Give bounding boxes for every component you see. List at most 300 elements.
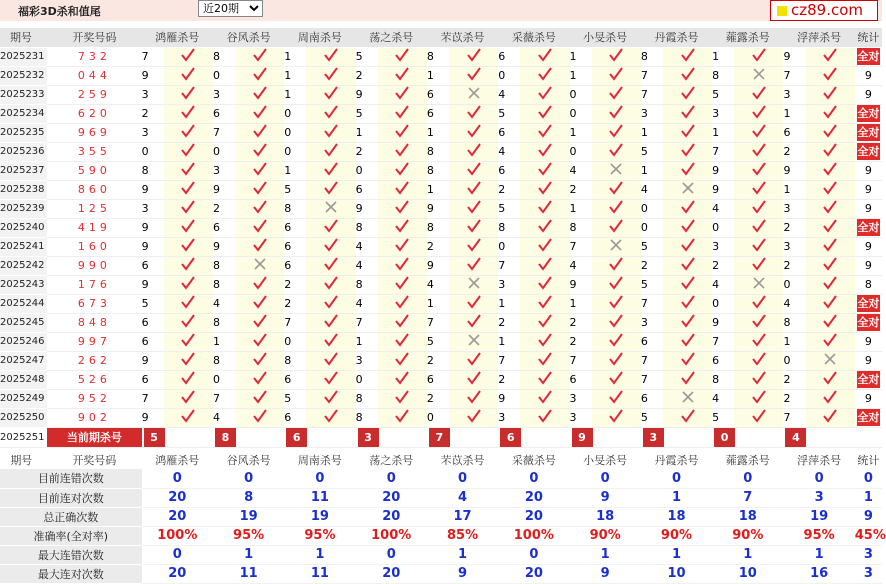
check-icon xyxy=(449,389,498,408)
cross-icon xyxy=(592,237,641,256)
period-cell: 2025244 xyxy=(0,294,47,313)
kill-digit-cell: 6 xyxy=(427,104,449,123)
check-icon xyxy=(449,237,498,256)
period-cell: 2025245 xyxy=(0,313,47,332)
all-correct-badge: 全对 xyxy=(857,50,880,63)
kill-digit-cell: 0 xyxy=(213,370,235,389)
check-icon xyxy=(663,85,712,104)
current-kill-cell xyxy=(142,427,213,447)
col-expert-1: 鸿雁杀号 xyxy=(142,28,213,47)
check-icon xyxy=(378,408,427,427)
stat-count: 9 xyxy=(864,259,872,272)
winning-number-cell: 262 xyxy=(47,351,141,370)
check-icon xyxy=(378,199,427,218)
check-icon xyxy=(806,275,855,294)
period-cell: 2025234 xyxy=(0,104,47,123)
table-row xyxy=(0,275,882,294)
kill-digit-cell: 3 xyxy=(641,313,663,332)
check-icon xyxy=(306,332,355,351)
check-icon xyxy=(164,218,213,237)
check-icon xyxy=(235,313,284,332)
stats-header-cell xyxy=(0,450,142,469)
winning-number-cell: 355 xyxy=(47,142,141,161)
kill-digit-cell: 4 xyxy=(427,275,449,294)
table-row xyxy=(0,237,882,256)
kill-digit-cell: 1 xyxy=(427,294,449,313)
logo-square-icon xyxy=(777,6,787,16)
kill-digit-cell: 3 xyxy=(570,408,592,427)
check-icon xyxy=(235,142,284,161)
kill-digit-cell: 0 xyxy=(783,275,805,294)
stat-count: 9 xyxy=(864,88,872,101)
kill-digit-cell: 8 xyxy=(356,218,378,237)
stats-value: 20 xyxy=(356,507,427,526)
kill-digit-cell: 2 xyxy=(570,332,592,351)
kill-digit-cell: 5 xyxy=(284,389,306,408)
kill-digit-cell: 7 xyxy=(356,313,378,332)
col-expert-8: 丹霞杀号 xyxy=(641,28,712,47)
kill-digit-cell: 4 xyxy=(498,142,520,161)
kill-digit-cell: 3 xyxy=(712,104,734,123)
kill-digit-cell: 8 xyxy=(213,351,235,370)
check-icon xyxy=(520,389,569,408)
check-icon xyxy=(806,161,855,180)
winning-number-cell: 732 xyxy=(47,47,141,66)
check-icon xyxy=(520,275,569,294)
site-logo[interactable] xyxy=(770,0,878,21)
check-icon xyxy=(449,218,498,237)
stats-value: 90% xyxy=(641,526,712,545)
stats-label: 目前连错次数 xyxy=(0,469,142,488)
check-icon xyxy=(663,294,712,313)
check-icon xyxy=(592,351,641,370)
kill-digit-cell: 9 xyxy=(142,180,164,199)
check-icon xyxy=(235,199,284,218)
check-icon xyxy=(235,332,284,351)
check-icon xyxy=(520,351,569,370)
cross-icon xyxy=(449,275,498,294)
check-icon xyxy=(520,142,569,161)
check-icon xyxy=(734,408,783,427)
kill-digit-cell: 2 xyxy=(498,313,520,332)
kill-digit-cell: 4 xyxy=(356,256,378,275)
kill-digit-cell: 2 xyxy=(570,180,592,199)
stats-value: 9 xyxy=(427,564,498,583)
stats-value: 0 xyxy=(641,469,712,488)
stats-col-expert-3: 周南杀号 xyxy=(284,450,355,469)
kill-digit-cell: 0 xyxy=(783,351,805,370)
period-cell: 2025246 xyxy=(0,332,47,351)
table-row xyxy=(0,180,882,199)
stats-row xyxy=(0,545,882,564)
kill-digit-cell: 9 xyxy=(427,256,449,275)
stats-value: 20 xyxy=(356,564,427,583)
kill-digit-cell: 7 xyxy=(570,351,592,370)
winning-number-cell: 997 xyxy=(47,332,141,351)
check-icon xyxy=(734,389,783,408)
kill-digit-cell: 3 xyxy=(498,275,520,294)
kill-digit-cell: 8 xyxy=(284,351,306,370)
check-icon xyxy=(592,389,641,408)
kill-digit-cell: 4 xyxy=(213,294,235,313)
check-icon xyxy=(449,104,498,123)
kill-digit-cell: 8 xyxy=(641,47,663,66)
stats-value: 0 xyxy=(498,469,569,488)
kill-digit-cell: 6 xyxy=(427,370,449,389)
stat-cell xyxy=(855,351,882,370)
check-icon xyxy=(520,332,569,351)
kill-digit-cell: 2 xyxy=(783,389,805,408)
kill-digit-cell: 8 xyxy=(427,47,449,66)
period-cell: 2025247 xyxy=(0,351,47,370)
current-kill-number: 5 xyxy=(144,428,165,447)
check-icon xyxy=(306,351,355,370)
stats-col-expert-5: 芣苡杀号 xyxy=(427,450,498,469)
check-icon xyxy=(734,85,783,104)
logo-text: cz89.com xyxy=(791,1,864,19)
stats-value: 90% xyxy=(570,526,641,545)
kill-digit-cell: 3 xyxy=(142,199,164,218)
check-icon xyxy=(235,408,284,427)
check-icon xyxy=(734,199,783,218)
check-icon xyxy=(592,408,641,427)
stats-value: 0 xyxy=(213,469,284,488)
check-icon xyxy=(663,237,712,256)
table-row xyxy=(0,104,882,123)
check-icon xyxy=(306,104,355,123)
kill-digit-cell: 7 xyxy=(427,313,449,332)
check-icon xyxy=(378,47,427,66)
check-icon xyxy=(663,66,712,85)
cross-icon xyxy=(806,351,855,370)
stat-cell xyxy=(855,218,882,237)
all-correct-badge: 全对 xyxy=(857,373,880,386)
kill-digit-cell: 7 xyxy=(142,47,164,66)
kill-digit-cell: 4 xyxy=(570,161,592,180)
kill-digit-cell: 6 xyxy=(284,370,306,389)
winning-number-cell: 848 xyxy=(47,313,141,332)
stats-value: 18 xyxy=(712,507,783,526)
kill-digit-cell: 0 xyxy=(142,142,164,161)
kill-digit-cell: 6 xyxy=(498,161,520,180)
stats-value: 11 xyxy=(213,564,284,583)
check-icon xyxy=(592,180,641,199)
stats-value: 20 xyxy=(498,507,569,526)
check-icon xyxy=(734,256,783,275)
kill-digit-cell: 6 xyxy=(712,351,734,370)
stat-count: 9 xyxy=(864,164,872,177)
stats-value: 8 xyxy=(213,488,284,507)
kill-digit-cell: 6 xyxy=(284,408,306,427)
check-icon xyxy=(592,47,641,66)
kill-digit-cell: 3 xyxy=(641,104,663,123)
kill-digit-cell: 4 xyxy=(356,294,378,313)
kill-digit-cell: 3 xyxy=(783,85,805,104)
check-icon xyxy=(306,370,355,389)
stat-cell xyxy=(855,408,882,427)
check-icon xyxy=(592,123,641,142)
period-cell: 2025242 xyxy=(0,256,47,275)
table-row xyxy=(0,66,882,85)
check-icon xyxy=(378,218,427,237)
check-icon xyxy=(306,142,355,161)
kill-digit-cell: 7 xyxy=(284,313,306,332)
current-kill-number: 8 xyxy=(215,428,236,447)
period-cell: 2025235 xyxy=(0,123,47,142)
check-icon xyxy=(378,66,427,85)
kill-digit-cell: 2 xyxy=(284,294,306,313)
check-icon xyxy=(663,218,712,237)
kill-digit-cell: 0 xyxy=(570,142,592,161)
stats-value: 0 xyxy=(284,469,355,488)
stats-value: 1 xyxy=(783,545,854,564)
period-cell: 2025236 xyxy=(0,142,47,161)
check-icon xyxy=(235,237,284,256)
cross-icon xyxy=(449,332,498,351)
cross-icon xyxy=(235,256,284,275)
stat-cell xyxy=(855,180,882,199)
check-icon xyxy=(520,180,569,199)
winning-number-cell: 902 xyxy=(47,408,141,427)
kill-digit-cell: 6 xyxy=(142,332,164,351)
stats-value: 4 xyxy=(427,488,498,507)
check-icon xyxy=(592,142,641,161)
check-icon xyxy=(449,408,498,427)
check-icon xyxy=(306,294,355,313)
table-row xyxy=(0,370,882,389)
current-kill-number: 0 xyxy=(714,428,735,447)
stats-value: 18 xyxy=(641,507,712,526)
kill-digit-cell: 3 xyxy=(142,85,164,104)
check-icon xyxy=(663,275,712,294)
kill-digit-cell: 2 xyxy=(783,370,805,389)
stats-value: 3 xyxy=(855,564,882,583)
check-icon xyxy=(663,142,712,161)
stats-value: 0 xyxy=(712,469,783,488)
check-icon xyxy=(306,275,355,294)
kill-digit-cell: 8 xyxy=(498,218,520,237)
table-row xyxy=(0,256,882,275)
winning-number-cell: 160 xyxy=(47,237,141,256)
kill-digit-cell: 5 xyxy=(356,104,378,123)
kill-digit-cell: 9 xyxy=(712,180,734,199)
stats-value: 1 xyxy=(641,488,712,507)
check-icon xyxy=(520,294,569,313)
kill-digit-cell: 5 xyxy=(712,85,734,104)
stats-value: 1 xyxy=(641,545,712,564)
kill-digit-cell: 8 xyxy=(712,370,734,389)
kill-digit-cell: 6 xyxy=(142,370,164,389)
check-icon xyxy=(306,47,355,66)
period-cell: 2025237 xyxy=(0,161,47,180)
kill-digit-cell: 9 xyxy=(142,237,164,256)
check-icon xyxy=(663,123,712,142)
check-icon xyxy=(164,47,213,66)
kill-digit-cell: 0 xyxy=(641,218,663,237)
kill-digit-cell: 6 xyxy=(213,104,235,123)
check-icon xyxy=(164,294,213,313)
check-icon xyxy=(520,104,569,123)
kill-digit-cell: 9 xyxy=(498,389,520,408)
stats-value: 0 xyxy=(498,545,569,564)
stats-value: 7 xyxy=(712,488,783,507)
current-kill-cell xyxy=(641,427,712,447)
top-bar xyxy=(0,0,882,21)
kill-digit-cell: 5 xyxy=(284,180,306,199)
current-kill-number: 7 xyxy=(429,428,450,447)
kill-digit-cell: 9 xyxy=(142,275,164,294)
check-icon xyxy=(592,332,641,351)
kill-digit-cell: 2 xyxy=(783,142,805,161)
table-header-row xyxy=(0,28,882,47)
kill-digit-cell: 8 xyxy=(213,313,235,332)
check-icon xyxy=(235,294,284,313)
kill-digit-cell: 1 xyxy=(783,180,805,199)
stats-value: 1 xyxy=(427,545,498,564)
winning-number-cell: 044 xyxy=(47,66,141,85)
stats-value: 20 xyxy=(142,507,213,526)
kill-digit-cell: 6 xyxy=(284,218,306,237)
stats-label: 准确率(全对率) xyxy=(0,526,142,545)
kill-digit-cell: 6 xyxy=(142,256,164,275)
kill-digit-cell: 2 xyxy=(427,237,449,256)
col-expert-9: 蕹露杀号 xyxy=(712,28,783,47)
check-icon xyxy=(806,237,855,256)
check-icon xyxy=(520,161,569,180)
kill-digit-cell: 2 xyxy=(498,180,520,199)
check-icon xyxy=(164,332,213,351)
kill-digit-cell: 9 xyxy=(213,180,235,199)
kill-digit-cell: 9 xyxy=(356,85,378,104)
stats-value: 9 xyxy=(570,488,641,507)
stats-label: 最大连对次数 xyxy=(0,564,142,583)
table-row xyxy=(0,161,882,180)
kill-digit-cell: 7 xyxy=(142,389,164,408)
check-icon xyxy=(520,123,569,142)
stats-row xyxy=(0,488,882,507)
range-select[interactable] xyxy=(198,0,263,17)
check-icon xyxy=(520,256,569,275)
check-icon xyxy=(663,199,712,218)
check-icon xyxy=(806,313,855,332)
check-icon xyxy=(806,332,855,351)
stats-col-expert-1: 鸿雁杀号 xyxy=(142,450,213,469)
winning-number-cell: 259 xyxy=(47,85,141,104)
kill-digit-cell: 4 xyxy=(712,199,734,218)
check-icon xyxy=(306,389,355,408)
period-cell: 2025239 xyxy=(0,199,47,218)
stats-value: 20 xyxy=(142,564,213,583)
kill-digit-cell: 6 xyxy=(213,218,235,237)
kill-digit-cell: 3 xyxy=(570,389,592,408)
check-icon xyxy=(449,256,498,275)
stat-count: 9 xyxy=(864,183,872,196)
kill-digit-cell: 0 xyxy=(712,294,734,313)
kill-digit-cell: 4 xyxy=(783,294,805,313)
check-icon xyxy=(663,47,712,66)
kill-digit-cell: 9 xyxy=(213,237,235,256)
kill-digit-cell: 4 xyxy=(213,408,235,427)
history-rows xyxy=(0,47,882,427)
check-icon xyxy=(806,256,855,275)
stats-row xyxy=(0,507,882,526)
kill-digit-cell: 6 xyxy=(498,47,520,66)
stats-value: 1 xyxy=(284,545,355,564)
stats-value: 0 xyxy=(783,469,854,488)
check-icon xyxy=(806,85,855,104)
check-icon xyxy=(164,66,213,85)
kill-digit-cell: 1 xyxy=(213,332,235,351)
stats-value: 20 xyxy=(498,488,569,507)
kill-digit-cell: 3 xyxy=(783,237,805,256)
current-kill-cell xyxy=(712,427,783,447)
check-icon xyxy=(449,351,498,370)
stat-count: 9 xyxy=(864,69,872,82)
check-icon xyxy=(806,370,855,389)
stat-cell xyxy=(855,85,882,104)
check-icon xyxy=(806,389,855,408)
kill-digit-cell: 0 xyxy=(356,370,378,389)
check-icon xyxy=(235,66,284,85)
table-row xyxy=(0,123,882,142)
kill-digit-cell: 5 xyxy=(641,408,663,427)
stats-label: 总正确次数 xyxy=(0,507,142,526)
kill-digit-cell: 9 xyxy=(712,161,734,180)
table-row xyxy=(0,313,882,332)
kill-digit-cell: 1 xyxy=(783,332,805,351)
winning-number-cell: 419 xyxy=(47,218,141,237)
kill-digit-cell: 1 xyxy=(570,199,592,218)
check-icon xyxy=(734,104,783,123)
kill-digit-cell: 5 xyxy=(498,199,520,218)
check-icon xyxy=(306,256,355,275)
stats-value: 20 xyxy=(498,564,569,583)
kill-digit-cell: 3 xyxy=(712,237,734,256)
kill-digit-cell: 1 xyxy=(712,47,734,66)
winning-number-cell: 125 xyxy=(47,199,141,218)
kill-digit-cell: 1 xyxy=(712,123,734,142)
current-kill-cell xyxy=(356,427,427,447)
stats-value: 16 xyxy=(783,564,854,583)
cross-icon xyxy=(449,85,498,104)
kill-digit-cell: 1 xyxy=(427,123,449,142)
check-icon xyxy=(663,161,712,180)
kill-digit-cell: 7 xyxy=(641,66,663,85)
stats-value: 0 xyxy=(142,545,213,564)
current-kill-number: 9 xyxy=(572,428,593,447)
all-correct-badge: 全对 xyxy=(857,297,880,310)
check-icon xyxy=(734,313,783,332)
check-icon xyxy=(235,161,284,180)
check-icon xyxy=(520,313,569,332)
kill-digit-cell: 6 xyxy=(284,237,306,256)
kill-digit-cell: 4 xyxy=(712,389,734,408)
check-icon xyxy=(734,351,783,370)
stats-value: 45% xyxy=(854,528,886,543)
kill-digit-cell: 5 xyxy=(142,294,164,313)
check-icon xyxy=(235,370,284,389)
kill-digit-cell: 8 xyxy=(356,389,378,408)
check-icon xyxy=(592,199,641,218)
current-kill-number: 6 xyxy=(500,428,521,447)
stats-value: 0 xyxy=(855,469,882,488)
kill-digit-cell: 4 xyxy=(712,275,734,294)
check-icon xyxy=(164,180,213,199)
stat-count: 9 xyxy=(864,240,872,253)
stats-col-expert-2: 谷风杀号 xyxy=(213,450,284,469)
cross-icon xyxy=(734,66,783,85)
kill-digit-cell: 3 xyxy=(213,161,235,180)
